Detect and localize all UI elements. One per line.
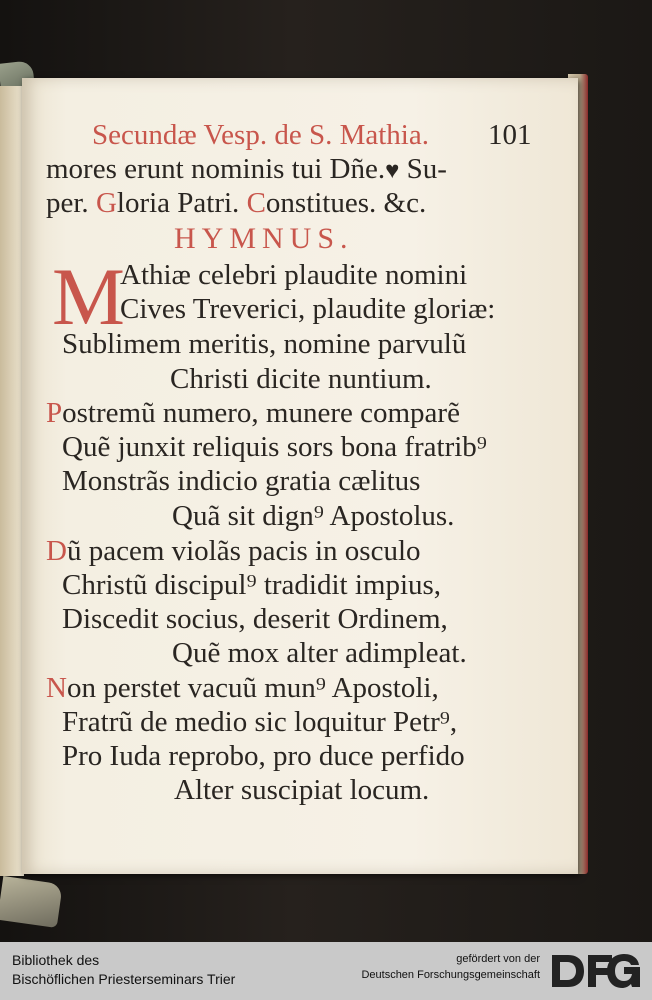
footer-bar xyxy=(0,942,652,1000)
drop-capital: M xyxy=(52,251,125,342)
verse-line: Fratrũ de medio sic loquitur Petr⁹, xyxy=(62,706,458,738)
verse-line: Non perstet vacuũ mun⁹ Apostoli, xyxy=(46,672,439,704)
text-line-1: mores erunt nominis tui Dñe.♥ Su- xyxy=(46,153,447,185)
verse-line: Quẽ junxit reliquis sors bona fratrib⁹ xyxy=(62,431,487,463)
verse-line: Quẽ mox alter adimpleat. xyxy=(172,637,467,669)
facing-page-edge xyxy=(0,86,24,876)
dfg-logo xyxy=(550,953,642,989)
hymnus-heading: HYMNUS. xyxy=(174,222,354,255)
folio-number: 101 xyxy=(488,119,532,151)
verse-line: Christũ discipul⁹ tradidit impius, xyxy=(62,569,442,601)
library-credit: Bibliothek des Bischöflichen Priesterseminars Trier xyxy=(12,952,236,987)
verse-line: Cives Treverici, plaudite gloriæ: xyxy=(120,293,496,325)
running-header: Secundæ Vesp. de S. Mathia. xyxy=(92,119,429,151)
verse-line: Christi dicite nuntium. xyxy=(170,363,432,395)
funding-credit: gefördert von der Deutschen Forschungsgemeinschaft xyxy=(361,953,540,981)
page-text xyxy=(22,78,578,874)
verse-line: Monstrãs indicio gratia cælitus xyxy=(62,465,421,497)
heart-icon: ♥ xyxy=(385,158,400,184)
verse-line: Dũ pacem violãs pacis in osculo xyxy=(46,535,421,567)
verse-line: Discedit socius, deserit Ordinem, xyxy=(62,603,448,635)
verse-line: Postremũ numero, munere comparẽ xyxy=(46,397,460,429)
verse-line: Alter suscipiat locum. xyxy=(174,774,430,806)
verse-line: Pro Iuda reprobo, pro duce perfido xyxy=(62,740,465,772)
ribbon-marker-bottom xyxy=(0,876,63,928)
text-line-2: per. Gloria Patri. Constitues. &c. xyxy=(46,187,427,219)
verse-line: Quã sit dign⁹ Apostolus. xyxy=(172,500,455,532)
verse-line: Athiæ celebri plaudite nomini xyxy=(120,259,468,291)
verse-line: Sublimem meritis, nomine parvulũ xyxy=(62,328,467,360)
